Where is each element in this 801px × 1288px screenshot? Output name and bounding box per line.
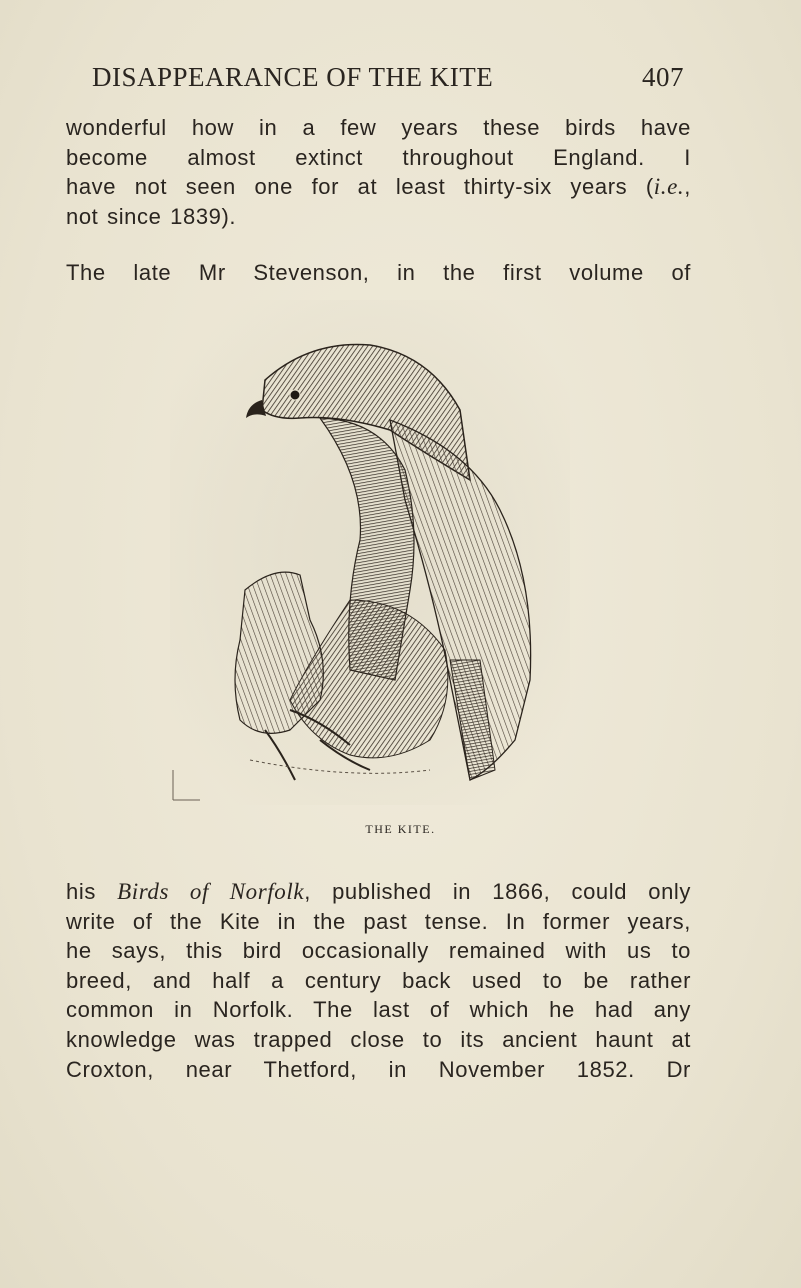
running-head-title: DISAPPEARANCE OF THE KITE xyxy=(92,62,494,92)
figure-caption: THE KITE. xyxy=(365,822,436,836)
kite-eye xyxy=(290,390,300,400)
text-run: his xyxy=(66,879,118,904)
text-run: , xyxy=(684,174,691,200)
kite-illustration xyxy=(170,300,570,805)
italic-abbreviation: i.e. xyxy=(653,174,685,200)
text-line: not since 1839). xyxy=(66,203,237,229)
text-line: knowledge was trapped close to its ancient haunt at xyxy=(66,1026,691,1052)
text-line: wonderful how in a few years these birds have xyxy=(66,115,691,140)
text-line: write of the Kite in the past tense. In former years, xyxy=(66,908,691,934)
text-line: Croxton, near Thetford, in November 1852. Dr xyxy=(66,1056,691,1082)
text-line: The late Mr Stevenson, in the first volume of xyxy=(66,260,691,285)
paragraph-opening xyxy=(66,113,691,231)
text-run: , published in 1866, could only xyxy=(304,879,691,904)
paragraph-birds-of-norfolk xyxy=(66,877,691,1084)
text-line xyxy=(66,877,691,907)
book-title: Birds of Norfolk xyxy=(117,879,305,904)
text-line: common in Norfolk. The last of which he had any xyxy=(66,997,691,1023)
text-line: become almost extinct throughout England. I xyxy=(66,144,691,170)
text-line: breed, and half a century back used to be rather xyxy=(66,967,691,993)
text-line: he says, this bird occasionally remained with us to xyxy=(66,938,691,964)
paragraph-stevenson-intro xyxy=(66,258,691,288)
text-line xyxy=(66,172,691,202)
text-run: have not seen one for at least thirty-six years ( xyxy=(66,174,654,200)
page-number: 407 xyxy=(642,62,684,92)
